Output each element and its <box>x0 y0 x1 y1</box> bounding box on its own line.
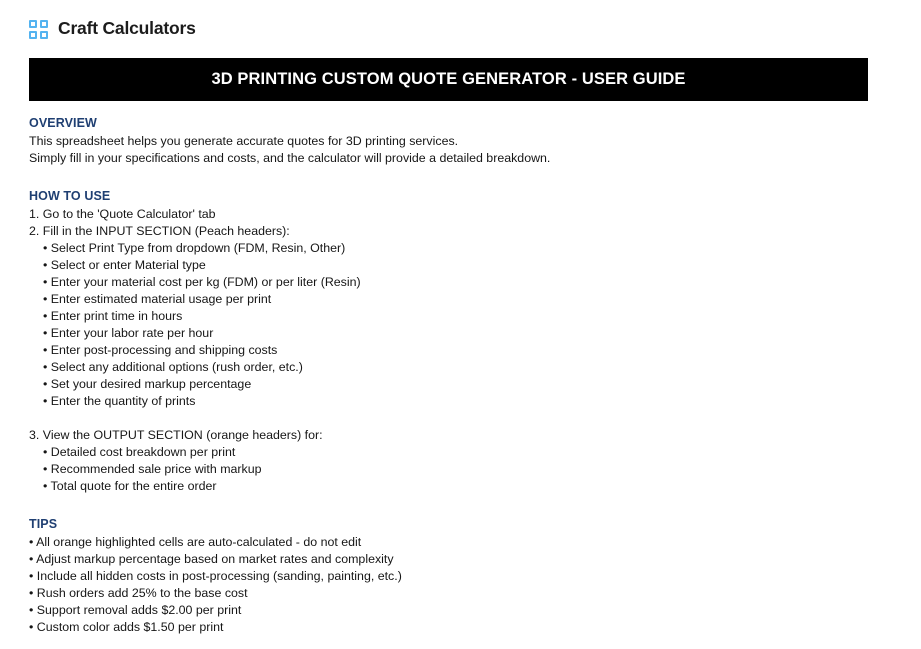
list-item: • Custom color adds $1.50 per print <box>29 620 224 634</box>
logo-square-bottom-right <box>40 31 48 39</box>
list-item: • Enter your labor rate per hour <box>43 326 214 340</box>
section-how-to-use <box>29 188 889 495</box>
list-item: • Enter post-processing and shipping costs <box>43 343 278 357</box>
section-overview <box>29 115 889 167</box>
step-item: 2. Fill in the INPUT SECTION (Peach headers): <box>29 224 290 238</box>
list-item: • Enter your material cost per kg (FDM) or per liter (Resin) <box>43 275 361 289</box>
step-item: 3. View the OUTPUT SECTION (orange headers) for: <box>29 428 323 442</box>
list-item: • Recommended sale price with markup <box>43 462 262 476</box>
list-item: • Include all hidden costs in post-processing (sanding, painting, etc.) <box>29 569 402 583</box>
brand-name: Craft Calculators <box>58 18 196 39</box>
section-heading-overview: OVERVIEW <box>29 116 97 130</box>
logo-square-top-right <box>40 20 48 28</box>
list-item: • Support removal adds $2.00 per print <box>29 603 242 617</box>
logo-square-top-left <box>29 20 37 28</box>
list-item: • Enter the quantity of prints <box>43 394 196 408</box>
list-item: • Total quote for the entire order <box>43 479 217 493</box>
list-item: • Rush orders add 25% to the base cost <box>29 586 248 600</box>
overview-line: This spreadsheet helps you generate accurate quotes for 3D printing services. <box>29 134 459 148</box>
document-title-banner <box>29 58 868 101</box>
grid-squares-icon <box>29 20 48 39</box>
section-heading-tips: TIPS <box>29 517 58 531</box>
list-item: • Detailed cost breakdown per print <box>43 445 236 459</box>
list-item: • Select Print Type from dropdown (FDM, Resin, Other) <box>43 241 346 255</box>
list-item: • Enter print time in hours <box>43 309 183 323</box>
brand-header <box>0 0 921 42</box>
section-tips <box>29 516 889 636</box>
logo-square-bottom-left <box>29 31 37 39</box>
step-item: 1. Go to the 'Quote Calculator' tab <box>29 207 216 221</box>
list-item: • Adjust markup percentage based on market rates and complexity <box>29 552 394 566</box>
list-item: • All orange highlighted cells are auto-calculated - do not edit <box>29 535 362 549</box>
section-spacer <box>29 167 889 188</box>
list-item: • Select or enter Material type <box>43 258 206 272</box>
document-body <box>29 115 889 636</box>
list-item: • Select any additional options (rush order, etc.) <box>43 360 303 374</box>
step-spacer <box>29 410 889 427</box>
overview-line: Simply fill in your specifications and costs, and the calculator will provide a detailed breakdown. <box>29 151 551 165</box>
section-heading-how-to-use: HOW TO USE <box>29 189 111 203</box>
list-item: • Enter estimated material usage per print <box>43 292 272 306</box>
document-title: 3D PRINTING CUSTOM QUOTE GENERATOR - USER GUIDE <box>211 70 686 88</box>
section-spacer <box>29 495 889 516</box>
list-item: • Set your desired markup percentage <box>43 377 252 391</box>
